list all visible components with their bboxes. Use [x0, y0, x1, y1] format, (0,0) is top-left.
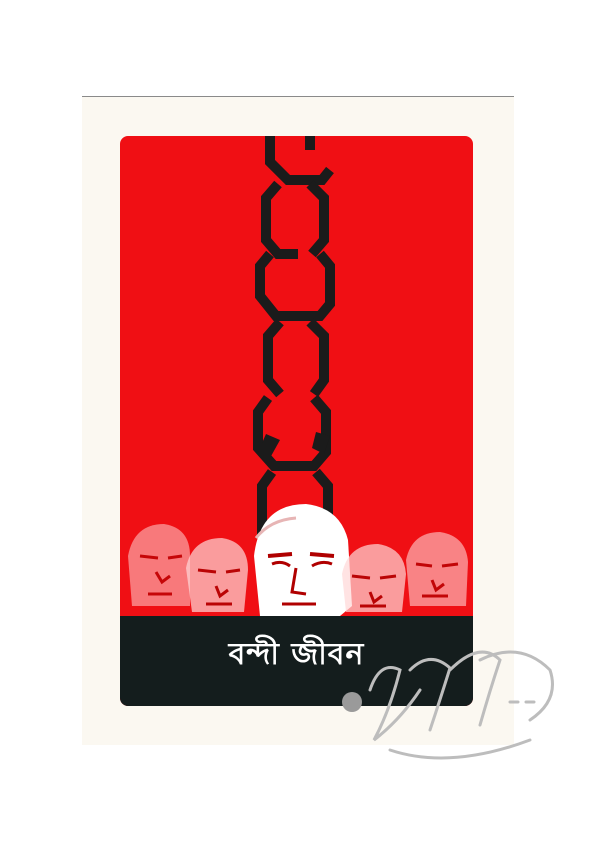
face-right-inner	[342, 544, 406, 612]
face-left-inner	[186, 538, 248, 612]
face-left-outer	[128, 524, 190, 606]
publisher-watermark-logo	[330, 630, 570, 780]
book-title: বন্দী জীবন	[228, 636, 365, 672]
face-right-outer	[406, 532, 468, 606]
book-cover	[120, 136, 473, 706]
faces-illustration	[120, 136, 473, 616]
face-center	[254, 504, 352, 616]
